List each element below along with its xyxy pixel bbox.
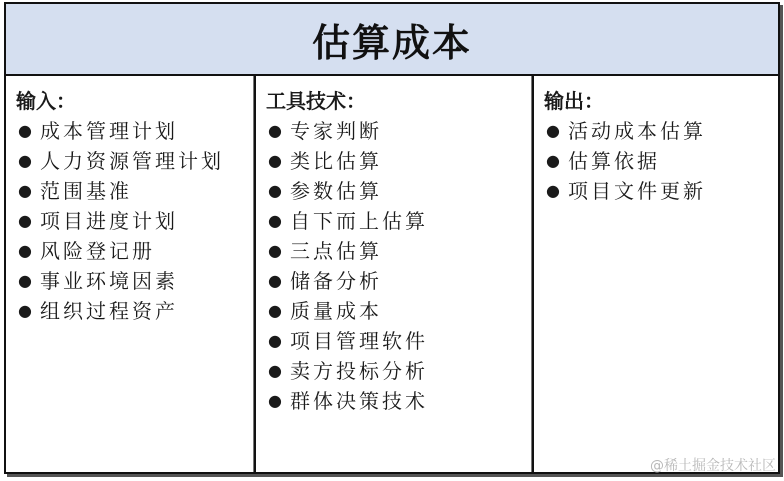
output-item bbox=[544, 116, 778, 146]
input-item-label: 组织过程资产 bbox=[40, 299, 178, 323]
output-item-label: 估算依据 bbox=[568, 149, 660, 173]
bullet-icon: ● bbox=[268, 331, 285, 350]
output-item-label: 活动成本估算 bbox=[568, 119, 706, 143]
bullet-icon: ● bbox=[18, 121, 35, 140]
tool-item bbox=[266, 266, 532, 296]
bullet-icon: ● bbox=[18, 211, 35, 230]
tools-list bbox=[266, 116, 532, 416]
bullet-icon: ● bbox=[546, 121, 563, 140]
diagram-frame bbox=[4, 2, 780, 474]
outputs-list bbox=[544, 116, 778, 206]
input-item bbox=[16, 176, 254, 206]
tools-heading: 工具技术： bbox=[266, 89, 366, 113]
input-item bbox=[16, 206, 254, 236]
tool-item-label: 群体决策技术 bbox=[290, 389, 428, 413]
outputs-column bbox=[532, 76, 778, 472]
bullet-icon: ● bbox=[268, 361, 285, 380]
tools-column bbox=[254, 76, 532, 472]
title-bar bbox=[6, 4, 778, 76]
input-item bbox=[16, 116, 254, 146]
tool-item-label: 三点估算 bbox=[290, 239, 382, 263]
bullet-icon: ● bbox=[268, 241, 285, 260]
bullet-icon: ● bbox=[268, 211, 285, 230]
bullet-icon: ● bbox=[546, 151, 563, 170]
tool-item-label: 项目管理软件 bbox=[290, 329, 428, 353]
bullet-icon: ● bbox=[268, 301, 285, 320]
bullet-icon: ● bbox=[268, 121, 285, 140]
output-item bbox=[544, 176, 778, 206]
inputs-heading: 输入： bbox=[16, 89, 76, 113]
input-item bbox=[16, 146, 254, 176]
tool-item bbox=[266, 146, 532, 176]
input-item bbox=[16, 266, 254, 296]
tool-item bbox=[266, 296, 532, 326]
tool-item-label: 储备分析 bbox=[290, 269, 382, 293]
bullet-icon: ● bbox=[546, 181, 563, 200]
watermark: @稀土掘金技术社区 bbox=[650, 458, 776, 474]
input-item-label: 事业环境因素 bbox=[40, 269, 178, 293]
tool-item-label: 类比估算 bbox=[290, 149, 382, 173]
inputs-column bbox=[6, 76, 254, 472]
outputs-heading: 输出： bbox=[544, 89, 604, 113]
tool-item bbox=[266, 326, 532, 356]
input-item bbox=[16, 296, 254, 326]
tool-item-label: 自下而上估算 bbox=[290, 209, 428, 233]
tool-item-label: 卖方投标分析 bbox=[290, 359, 428, 383]
bullet-icon: ● bbox=[268, 391, 285, 410]
bullet-icon: ● bbox=[18, 301, 35, 320]
tool-item bbox=[266, 386, 532, 416]
bullet-icon: ● bbox=[18, 241, 35, 260]
output-item-label: 项目文件更新 bbox=[568, 179, 706, 203]
input-item-label: 人力资源管理计划 bbox=[40, 149, 224, 173]
bullet-icon: ● bbox=[18, 181, 35, 200]
output-item bbox=[544, 146, 778, 176]
input-item-label: 风险登记册 bbox=[40, 239, 155, 263]
input-item bbox=[16, 236, 254, 266]
inputs-list bbox=[16, 116, 254, 326]
tool-item bbox=[266, 116, 532, 146]
bullet-icon: ● bbox=[18, 271, 35, 290]
tool-item-label: 参数估算 bbox=[290, 179, 382, 203]
tool-item bbox=[266, 176, 532, 206]
tool-item-label: 质量成本 bbox=[290, 299, 382, 323]
input-item-label: 项目进度计划 bbox=[40, 209, 178, 233]
bullet-icon: ● bbox=[268, 271, 285, 290]
bullet-icon: ● bbox=[18, 151, 35, 170]
bullet-icon: ● bbox=[268, 151, 285, 170]
tool-item-label: 专家判断 bbox=[290, 119, 382, 143]
tool-item bbox=[266, 356, 532, 386]
input-item-label: 范围基准 bbox=[40, 179, 132, 203]
tool-item bbox=[266, 206, 532, 236]
tool-item bbox=[266, 236, 532, 266]
bullet-icon: ● bbox=[268, 181, 285, 200]
input-item-label: 成本管理计划 bbox=[40, 119, 178, 143]
diagram-title: 估算成本 bbox=[311, 20, 472, 65]
